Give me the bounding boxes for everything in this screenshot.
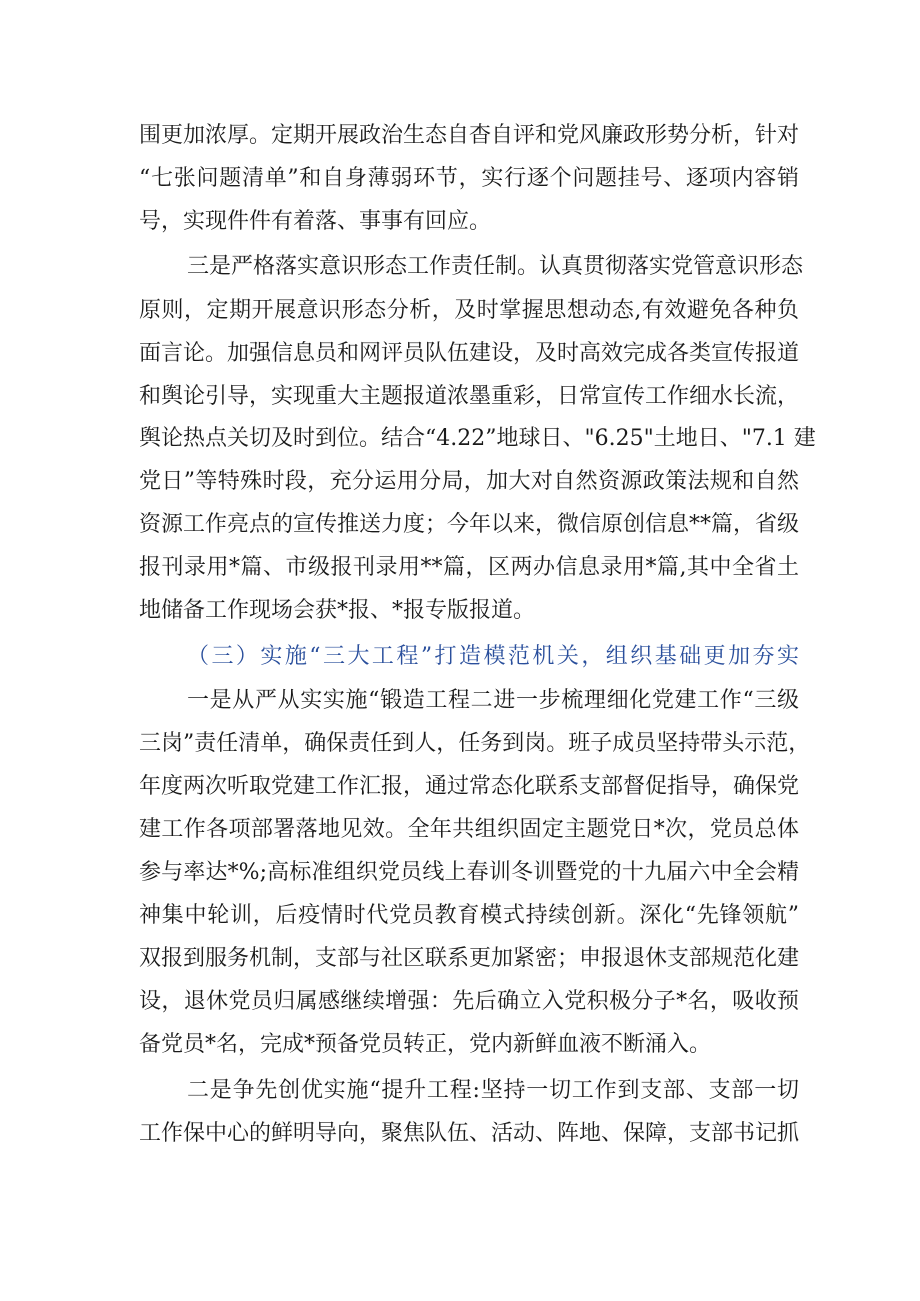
paragraph-line: 资源工作亮点的宣传推送力度；今年以来，微信原创信息**篇，省级 bbox=[139, 512, 800, 537]
paragraph-line: 备党员*名，完成*预备党员转正，党内新鲜血液不断涌入。 bbox=[139, 1032, 712, 1057]
paragraph-line: 一是从严从实实施“锻造工程二进一步梳理细化党建工作“三级 bbox=[187, 688, 799, 713]
paragraph-line: 和舆论引导，实现重大主题报道浓墨重彩，日常宣传工作细水长流， bbox=[139, 384, 800, 409]
paragraph-line: 舆论热点关切及时到位。结合“4.22”地球日、"6.25"土地日、"7.1 建 bbox=[139, 426, 816, 451]
paragraph-line: 号，实现件件有着落、事事有回应。 bbox=[139, 209, 492, 234]
paragraph-line: 报刊录用*篇、市级报刊录用**篇，区两办信息录用*篇,其中全省土 bbox=[139, 555, 799, 580]
paragraph-line: 原则，定期开展意识形态分析，及时掌握思想动态,有效避免各种负 bbox=[139, 298, 799, 323]
paragraph-line: 围更加浓厚。定期开展政治生态自杳自评和党风廉政形势分析，针对 bbox=[139, 123, 800, 148]
paragraph-line: 三岗”责任清单，确保责任到人，任务到岗。班子成员坚持带头示范， bbox=[139, 731, 811, 756]
paragraph-line: 建工作各项部署落地见效。全年共组织固定主题党日*次，党员总体 bbox=[139, 817, 799, 842]
paragraph-line: 设，退休党员归属感继续增强：先后确立入党积极分子*名，吸收预 bbox=[139, 989, 799, 1014]
paragraph-line: 地储备工作现场会获*报、*报专版报道。 bbox=[139, 598, 536, 623]
paragraph-line: 二是争先创优实施“提升工程:坚持一切工作到支部、支部一切 bbox=[187, 1078, 799, 1103]
paragraph-line: 工作保中心的鲜明导向，聚焦队伍、活动、阵地、保障，支部书记抓 bbox=[139, 1121, 800, 1146]
paragraph-line: 年度两次听取党建工作汇报，通过常态化联系支部督促指导，确保党 bbox=[139, 774, 800, 799]
paragraph-line: 党日”等特殊时段，充分运用分局，加大对自然资源政策法规和自然 bbox=[139, 469, 799, 494]
section-heading: （三）实施“三大工程”打造模范机关，组织基础更加夯实 bbox=[187, 644, 799, 669]
paragraph-line: 三是严格落实意识形态工作责任制。认真贯彻落实党管意识形态 bbox=[187, 254, 804, 279]
paragraph-line: 双报到服务机制，支部与社区联系更加紧密；申报退休支部规范化建 bbox=[139, 946, 800, 971]
paragraph-line: 参与率达*%;高标准组织党员线上春训冬训暨党的十九届六中全会精 bbox=[139, 860, 799, 885]
paragraph-line: 神集中轮训，后疫情时代党员教育模式持续创新。深化“先锋领航” bbox=[139, 903, 799, 928]
paragraph-line: 面言论。加强信息员和网评员队伍建设，及时高效完成各类宣传报道 bbox=[139, 341, 800, 366]
paragraph-line: “七张问题清单”和自身薄弱环节，实行逐个问题挂号、逐项内容销 bbox=[139, 166, 799, 191]
